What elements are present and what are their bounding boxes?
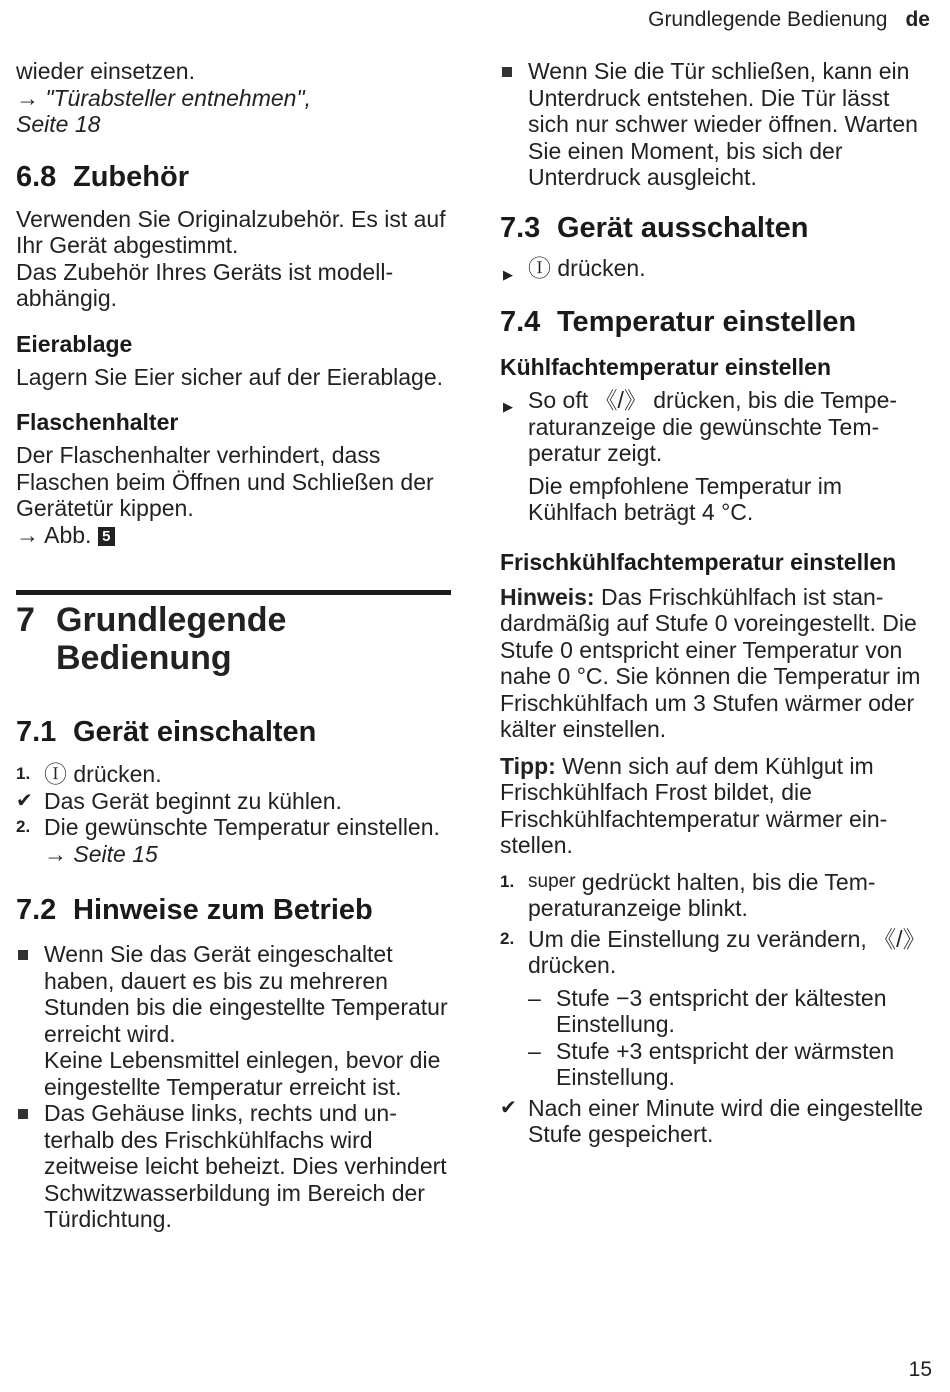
result-item: [500, 1095, 935, 1148]
checkmark-icon: ✔: [500, 1096, 517, 1119]
square-bullet-icon: [502, 67, 512, 77]
step-marker: 1.: [500, 871, 515, 891]
step-marker: 2.: [500, 928, 515, 948]
section-number: 7.3: [500, 211, 541, 244]
section-7-2-heading: [16, 893, 451, 927]
bullet-item: [16, 941, 451, 1100]
result-item: [16, 788, 451, 815]
step-text: Die gewünschte Temperatur einstellen. →: [44, 814, 440, 867]
section-number: 7.1: [16, 716, 57, 748]
step-text: So oft 《/》 drücken, bis die Temperaturanzeige die gewünschte Temperatur zeigt.: [528, 387, 898, 466]
sub-list: [500, 985, 935, 1091]
tipp-text: Wenn sich auf dem Kühlgut im Frischkühlfach Frost bildet, die Frischkühlfachtemperatur wärmer einstellen.: [500, 752, 888, 858]
betrieb-bullets: [16, 941, 451, 1233]
bullet-item: [500, 58, 935, 191]
square-bullet-icon: [18, 950, 28, 960]
dash-marker: –: [528, 984, 541, 1011]
section-6-8-heading: [16, 160, 451, 194]
dash-item: [528, 1038, 935, 1091]
page-reference: Seite 15: [73, 840, 158, 867]
step-item: [500, 387, 935, 467]
step-item: [16, 814, 451, 867]
section-title: Gerät einschalten: [73, 716, 317, 748]
page-number: 15: [908, 1358, 932, 1381]
bullet-text: Wenn Sie das Gerät eingeschaltet haben, dauert es bis zu mehreren Stunden bis die eingestellte Temperatur erreicht wird.: [44, 941, 448, 1047]
intro-reference: → "Türabsteller entnehmen",: [16, 84, 312, 111]
result-text: Nach einer Minute wird die eingestellte Stufe gespeichert.: [528, 1094, 924, 1147]
step-marker: 2.: [16, 817, 31, 836]
header-title: Grundlegende Bedienung: [648, 8, 888, 31]
chapter-title-line1: Grundlegende: [56, 601, 287, 639]
square-bullet-icon: [18, 1109, 28, 1119]
bullet-text-continued: Keine Lebensmittel einlegen, bevor die eingestellte Temperatur erreicht ist.: [44, 1047, 441, 1100]
section-title: Gerät ausschalten: [557, 211, 809, 244]
flaschenhalter-heading: Flaschenhalter: [16, 409, 179, 435]
chapter-7-heading: [16, 590, 451, 677]
step-marker: 1.: [16, 764, 31, 783]
language-code: de: [905, 8, 930, 31]
frischkuehlfach-steps: [500, 869, 935, 1148]
zubehoer-paragraph-1: Verwenden Sie Originalzubehör. Es ist auf Ihr Gerät abgestimmt.: [16, 205, 446, 258]
section-number: 7.4: [500, 306, 541, 338]
figure-number-badge: 5: [98, 527, 115, 546]
triangle-bullet-icon: ▶: [503, 266, 513, 282]
section-title: Hinweise zum Betrieb: [73, 894, 373, 926]
dash-text: Stufe −3 entspricht der kältesten Einstellung.: [556, 984, 887, 1037]
zubehoer-paragraph-2: Das Zubehör Ihres Geräts ist modellabhängig.: [16, 258, 394, 311]
hinweis-text: Das Frischkühlfach ist standardmäßig auf Stufe 0 voreingestellt. Die Stufe 0 entspricht einer Temperatur von nahe 0 °C. Sie können die Temperatur im Frischkühlfach um 3 Stufen wärmer oder kälter einstellen.: [500, 583, 921, 742]
left-column: [16, 58, 451, 1233]
right-column: [500, 58, 935, 1148]
checkmark-icon: ✔: [16, 789, 33, 812]
chapter-title: [16, 601, 451, 677]
kuehlfach-heading: Kühlfachtemperatur einstellen: [500, 354, 832, 380]
bullet-item: [16, 1100, 451, 1233]
section-number: 6.8: [16, 160, 57, 193]
intro-reference-page: Seite 18: [16, 111, 101, 137]
eierablage-heading: Eierablage: [16, 330, 133, 357]
bullet-text: Das Gehäuse links, rechts und unterhalb des Frischkühlfachs wird zeitweise leicht beheizt. Dies verhindert Schwitzwasserbildung im Bereich der Türdichtung.: [44, 1100, 447, 1232]
result-text: Das Gerät beginnt zu kühlen.: [44, 787, 342, 814]
flaschenhalter-text: Der Flaschenhalter verhindert, dass Flaschen beim Öffnen und Schließen der Gerätetür kippen.: [16, 442, 434, 521]
section-title: Temperatur einstellen: [557, 306, 857, 338]
section-7-4-heading: [500, 305, 935, 339]
section-7-1-heading: [16, 715, 451, 749]
frischkuehlfach-heading: Frischkühlfachtemperatur einstellen: [500, 548, 897, 575]
bullet-text: Wenn Sie die Tür schließen, kann ein Unterdruck entstehen. Die Tür lässt sich nur schwer wieder öffnen. Warten Sie einen Moment, bis sich der Unterdruck ausgleicht.: [528, 58, 918, 190]
super-button-symbol: super: [528, 870, 576, 892]
eierablage-text: Lagern Sie Eier sicher auf der Eierablage.: [16, 363, 444, 390]
step-text: Ⓘ drücken.: [528, 254, 646, 281]
step-text: Ⓘ drücken.: [44, 761, 162, 787]
figure-reference-label: → Abb.: [16, 521, 92, 548]
running-header: [648, 8, 930, 32]
intro-text: wieder einsetzen.: [16, 58, 195, 84]
dash-item: [528, 985, 935, 1038]
einschalten-steps: [16, 761, 451, 867]
chapter-title-line2: Bedienung: [56, 639, 232, 677]
dash-marker: –: [528, 1037, 541, 1064]
hinweis-paragraph: [500, 584, 935, 743]
step-item: [500, 255, 935, 282]
dash-text: Stufe +3 entspricht der wärmsten Einstellung.: [556, 1037, 895, 1090]
step-item: [500, 926, 935, 979]
section-title: Zubehör: [73, 160, 189, 193]
step-text: gedrückt halten, bis die Temperaturanzeige blinkt.: [528, 868, 876, 921]
tipp-label: Tipp:: [500, 752, 556, 779]
kuehlfach-note: Die empfohlene Temperatur im Kühlfach beträgt 4 °C.: [528, 472, 843, 525]
section-number: 7.2: [16, 894, 57, 926]
step-item: [16, 761, 451, 788]
tipp-paragraph: [500, 753, 935, 859]
figure-reference: [16, 522, 451, 549]
triangle-bullet-icon: ▶: [503, 399, 513, 414]
step-text: Um die Einstellung zu verändern, 《/》 drücken.: [528, 925, 926, 978]
chapter-number: 7: [16, 601, 35, 639]
hinweis-label: Hinweis:: [500, 583, 595, 610]
section-7-3-heading: [500, 211, 935, 245]
step-item: [500, 869, 935, 922]
